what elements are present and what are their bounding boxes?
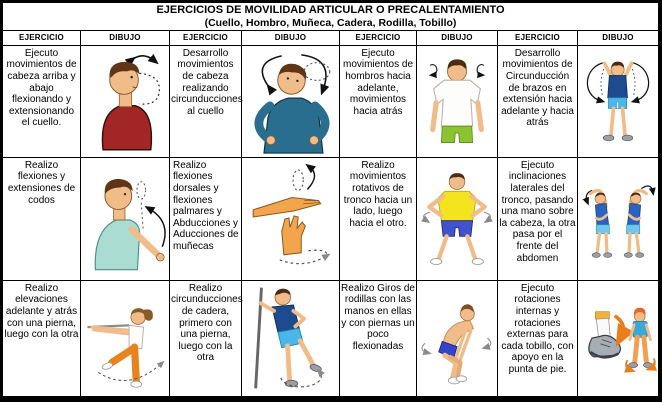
column-header-ejercicio-4: EJERCICIO xyxy=(498,30,578,45)
drawing-trunk-side-bends xyxy=(578,157,659,280)
drawing-elbow-flexion xyxy=(81,157,170,280)
drawing-neck-circumduction xyxy=(242,45,340,157)
drawing-trunk-rotation xyxy=(417,157,498,280)
elbow-flexion-drawing-icon xyxy=(82,162,168,276)
wrist-movements-drawing-icon xyxy=(245,162,337,276)
drawing-leg-swings xyxy=(81,280,170,396)
side-bends-drawing-icon xyxy=(579,163,657,275)
column-header-dibujo-4: DIBUJO xyxy=(578,30,659,45)
exercise-text-elbow-flexion: Realizo flexiones y extensiones de codos xyxy=(3,157,81,280)
table-row xyxy=(3,280,659,396)
drawing-ankle-rotations xyxy=(578,280,659,396)
page-title: EJERCICIOS DE MOVILIDAD ARTICULAR O PRECALENTAMIENTO xyxy=(156,4,505,16)
drawing-arm-circles xyxy=(578,45,659,157)
drawing-wrist-movements xyxy=(242,157,340,280)
column-header-ejercicio-2: EJERCICIO xyxy=(170,30,242,45)
header-row xyxy=(3,30,659,45)
exercise-text-trunk-rotation: Realizo movimientos rotativos de tronco hacia un lado, luego hacia el otro. xyxy=(340,157,417,280)
drawing-hip-circumduction xyxy=(242,280,340,396)
exercise-text-leg-swings: Realizo elevaciones adelante y atrás con una pierna, luego con la otra xyxy=(3,280,81,396)
page-subtitle: (Cuello, Hombro, Muñeca, Cadera, Rodilla, Tobillo) xyxy=(204,16,457,29)
arm-circles-drawing-icon xyxy=(579,47,657,155)
exercise-text-ankle-rotations: Ejecuto rotaciones internas y rotaciones externas para cada tobillo, con apoyo en la punta de pie. xyxy=(498,280,578,396)
exercise-text-knee-circles: Realizo Giros de rodillas con las manos en ellas y con piernas un poco flexionadas xyxy=(340,280,417,396)
drawing-neck-flexion-extension xyxy=(81,45,170,157)
column-header-dibujo-3: DIBUJO xyxy=(417,30,498,45)
hip-circumduction-drawing-icon xyxy=(245,282,337,394)
exercise-text-shoulder-rolls: Ejecuto movimientos de hombros hacia adelante, movimientos hacia atrás xyxy=(340,45,417,157)
knee-circles-drawing-icon xyxy=(418,282,496,394)
neck-flexion-drawing-icon xyxy=(82,47,168,155)
table-title-cell xyxy=(3,3,659,31)
exercise-text-wrist-movements: Realizo flexiones dorsales y flexiones palmares y Abducciones y Aducciones de muñecas xyxy=(170,157,242,280)
exercise-table xyxy=(2,2,659,397)
drawing-shoulder-rolls xyxy=(417,45,498,157)
shoulder-rolls-drawing-icon xyxy=(418,47,496,155)
neck-circumduction-drawing-icon xyxy=(244,47,338,155)
drawing-knee-circles xyxy=(417,280,498,396)
column-header-ejercicio-3: EJERCICIO xyxy=(340,30,417,45)
column-header-ejercicio-1: EJERCICIO xyxy=(3,30,81,45)
table-row xyxy=(3,157,659,280)
exercise-text-arm-circles: Desarrollo movimientos de Circunducción de brazos en extensión hacia adelante y hacia atrás xyxy=(498,45,578,157)
exercise-text-hip-circumduction: Realizo circunducciones de cadera, primero con una pierna, luego con la otra xyxy=(170,280,242,396)
leg-swings-drawing-icon xyxy=(82,282,168,394)
column-header-dibujo-2: DIBUJO xyxy=(242,30,340,45)
exercise-text-side-bends: Ejecuto inclinaciones laterales del tronco, pasando una mano sobre la cabeza, la otra pasa por el frente del abdomen xyxy=(498,157,578,280)
column-header-dibujo-1: DIBUJO xyxy=(81,30,170,45)
exercise-text-neck-circumduction: Desarrollo movimientos de cabeza realizando circunducciones al cuello xyxy=(170,45,242,157)
table-row xyxy=(3,45,659,157)
ankle-rotations-drawing-icon xyxy=(579,282,657,394)
exercise-text-neck-flexion: Ejecuto movimientos de cabeza arriba y abajo flexionando y extensionando el cuello. xyxy=(3,45,81,157)
trunk-rotation-drawing-icon xyxy=(418,160,496,278)
